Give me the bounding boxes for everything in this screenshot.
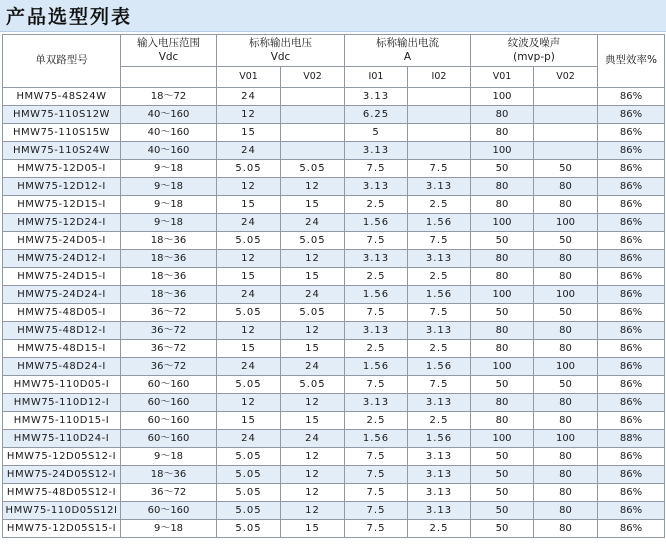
table-row bbox=[3, 484, 665, 502]
model-cell: HMW75-12D05S12-I bbox=[3, 448, 121, 466]
ripple-v01-cell: 80 bbox=[471, 268, 534, 286]
ripple-v01-cell: 50 bbox=[471, 502, 534, 520]
output-voltage-v02-cell: 12 bbox=[281, 250, 345, 268]
ripple-v02-cell: 80 bbox=[534, 340, 598, 358]
ripple-v01-cell: 80 bbox=[471, 412, 534, 430]
table-row bbox=[3, 394, 665, 412]
efficiency-cell: 86% bbox=[598, 268, 665, 286]
model-cell: HMW75-48D05-I bbox=[3, 304, 121, 322]
model-cell: HMW75-12D05S15-I bbox=[3, 520, 121, 538]
ripple-v02-cell: 50 bbox=[534, 376, 598, 394]
output-current-i02-cell: 2.5 bbox=[408, 268, 471, 286]
output-voltage-v01-cell: 5.05 bbox=[217, 502, 281, 520]
table-row bbox=[3, 322, 665, 340]
output-current-i01-cell: 3.13 bbox=[345, 322, 408, 340]
input-voltage-cell: 9～18 bbox=[121, 448, 217, 466]
output-current-i02-cell: 2.5 bbox=[408, 340, 471, 358]
model-cell: HMW75-110D05S12I bbox=[3, 502, 121, 520]
input-voltage-cell: 36～72 bbox=[121, 358, 217, 376]
output-voltage-v02-cell: 12 bbox=[281, 466, 345, 484]
input-voltage-cell: 18～36 bbox=[121, 232, 217, 250]
input-voltage-cell: 36～72 bbox=[121, 304, 217, 322]
output-voltage-v01-cell: 24 bbox=[217, 286, 281, 304]
input-voltage-cell: 36～72 bbox=[121, 340, 217, 358]
ripple-v02-cell: 80 bbox=[534, 448, 598, 466]
efficiency-cell: 86% bbox=[598, 304, 665, 322]
ripple-v01-cell: 80 bbox=[471, 178, 534, 196]
output-voltage-v02-cell: 5.05 bbox=[281, 232, 345, 250]
table-row bbox=[3, 412, 665, 430]
header-output-current-label: 标称输出电流 bbox=[376, 37, 439, 50]
efficiency-cell: 86% bbox=[598, 106, 665, 124]
output-voltage-v01-cell: 5.05 bbox=[217, 160, 281, 178]
ripple-v02-cell bbox=[534, 142, 598, 160]
ripple-v02-cell: 80 bbox=[534, 412, 598, 430]
table-row bbox=[3, 430, 665, 448]
header-model bbox=[3, 35, 121, 88]
ripple-v01-cell: 80 bbox=[471, 322, 534, 340]
table-row bbox=[3, 196, 665, 214]
header-input-voltage bbox=[121, 35, 217, 67]
ripple-v01-cell: 50 bbox=[471, 232, 534, 250]
ripple-v02-cell bbox=[534, 88, 598, 106]
ripple-v01-cell: 50 bbox=[471, 520, 534, 538]
input-voltage-cell: 9～18 bbox=[121, 178, 217, 196]
output-voltage-v02-cell: 12 bbox=[281, 178, 345, 196]
page-header bbox=[0, 0, 666, 32]
output-voltage-v01-cell: 5.05 bbox=[217, 304, 281, 322]
efficiency-cell: 86% bbox=[598, 160, 665, 178]
table-row bbox=[3, 448, 665, 466]
efficiency-cell: 88% bbox=[598, 430, 665, 448]
output-voltage-v02-cell: 24 bbox=[281, 214, 345, 232]
table-row bbox=[3, 178, 665, 196]
efficiency-cell: 86% bbox=[598, 484, 665, 502]
output-current-i02-cell: 2.5 bbox=[408, 196, 471, 214]
output-current-i02-cell: 1.56 bbox=[408, 430, 471, 448]
ripple-v02-cell: 80 bbox=[534, 178, 598, 196]
model-cell: HMW75-24D05S12-I bbox=[3, 466, 121, 484]
ripple-v02-cell: 50 bbox=[534, 232, 598, 250]
header-ripple-v01: V01 bbox=[471, 67, 534, 88]
table-row bbox=[3, 232, 665, 250]
efficiency-cell: 86% bbox=[598, 88, 665, 106]
output-voltage-v02-cell: 12 bbox=[281, 322, 345, 340]
input-voltage-cell: 18～36 bbox=[121, 250, 217, 268]
input-voltage-cell: 18～36 bbox=[121, 286, 217, 304]
output-voltage-v01-cell: 5.05 bbox=[217, 376, 281, 394]
ripple-v01-cell: 80 bbox=[471, 250, 534, 268]
efficiency-cell: 86% bbox=[598, 124, 665, 142]
header-ripple-v02: V02 bbox=[534, 67, 598, 88]
efficiency-cell: 86% bbox=[598, 250, 665, 268]
output-voltage-v02-cell: 5.05 bbox=[281, 304, 345, 322]
efficiency-cell: 86% bbox=[598, 142, 665, 160]
input-voltage-cell: 60～160 bbox=[121, 412, 217, 430]
table-row bbox=[3, 106, 665, 124]
output-voltage-v01-cell: 12 bbox=[217, 322, 281, 340]
output-current-i01-cell: 7.5 bbox=[345, 304, 408, 322]
output-voltage-v02-cell: 24 bbox=[281, 358, 345, 376]
ripple-v02-cell: 80 bbox=[534, 322, 598, 340]
ripple-v01-cell: 100 bbox=[471, 142, 534, 160]
output-voltage-v01-cell: 5.05 bbox=[217, 484, 281, 502]
ripple-v02-cell: 100 bbox=[534, 286, 598, 304]
output-voltage-v01-cell: 15 bbox=[217, 268, 281, 286]
output-current-i01-cell: 7.5 bbox=[345, 466, 408, 484]
model-cell: HMW75-48D12-I bbox=[3, 322, 121, 340]
ripple-v01-cell: 80 bbox=[471, 124, 534, 142]
model-cell: HMW75-110S24W bbox=[3, 142, 121, 160]
table-row bbox=[3, 268, 665, 286]
output-voltage-v01-cell: 15 bbox=[217, 412, 281, 430]
output-current-i01-cell: 3.13 bbox=[345, 178, 408, 196]
output-voltage-v02-cell: 15 bbox=[281, 268, 345, 286]
table-row bbox=[3, 124, 665, 142]
ripple-v01-cell: 100 bbox=[471, 358, 534, 376]
input-voltage-cell: 9～18 bbox=[121, 214, 217, 232]
model-cell: HMW75-24D15-I bbox=[3, 268, 121, 286]
output-current-i02-cell: 3.13 bbox=[408, 250, 471, 268]
table-row bbox=[3, 520, 665, 538]
table-row bbox=[3, 214, 665, 232]
table-row bbox=[3, 88, 665, 106]
model-cell: HMW75-12D12-I bbox=[3, 178, 121, 196]
output-voltage-v02-cell: 24 bbox=[281, 430, 345, 448]
output-current-i01-cell: 7.5 bbox=[345, 160, 408, 178]
model-cell: HMW75-48D05S12-I bbox=[3, 484, 121, 502]
ripple-v01-cell: 80 bbox=[471, 196, 534, 214]
ripple-v02-cell: 80 bbox=[534, 520, 598, 538]
ripple-v02-cell: 80 bbox=[534, 484, 598, 502]
output-voltage-v02-cell: 15 bbox=[281, 196, 345, 214]
output-current-i01-cell: 2.5 bbox=[345, 412, 408, 430]
ripple-v01-cell: 100 bbox=[471, 214, 534, 232]
output-current-i01-cell: 1.56 bbox=[345, 430, 408, 448]
ripple-v01-cell: 80 bbox=[471, 394, 534, 412]
efficiency-cell: 86% bbox=[598, 412, 665, 430]
output-current-i01-cell: 3.13 bbox=[345, 250, 408, 268]
input-voltage-cell: 36～72 bbox=[121, 484, 217, 502]
output-current-i01-cell: 6.25 bbox=[345, 106, 408, 124]
ripple-v01-cell: 100 bbox=[471, 430, 534, 448]
model-cell: HMW75-110D15-I bbox=[3, 412, 121, 430]
header-i01: I01 bbox=[345, 67, 408, 88]
model-cell: HMW75-110D24-I bbox=[3, 430, 121, 448]
output-voltage-v02-cell: 12 bbox=[281, 502, 345, 520]
output-voltage-v01-cell: 24 bbox=[217, 88, 281, 106]
header-input-voltage-label: 输入电压范围 bbox=[137, 37, 200, 50]
efficiency-cell: 86% bbox=[598, 286, 665, 304]
output-current-i02-cell: 3.13 bbox=[408, 466, 471, 484]
ripple-v01-cell: 100 bbox=[471, 88, 534, 106]
header-output-current bbox=[345, 35, 471, 67]
ripple-v01-cell: 50 bbox=[471, 484, 534, 502]
output-current-i01-cell: 1.56 bbox=[345, 214, 408, 232]
output-current-i02-cell: 3.13 bbox=[408, 502, 471, 520]
ripple-v01-cell: 100 bbox=[471, 286, 534, 304]
ripple-v02-cell: 80 bbox=[534, 196, 598, 214]
model-cell: HMW75-12D24-I bbox=[3, 214, 121, 232]
efficiency-cell: 86% bbox=[598, 214, 665, 232]
header-input-voltage-blank bbox=[121, 67, 217, 88]
ripple-v01-cell: 80 bbox=[471, 340, 534, 358]
input-voltage-cell: 60～160 bbox=[121, 430, 217, 448]
efficiency-cell: 86% bbox=[598, 376, 665, 394]
ripple-v02-cell: 80 bbox=[534, 268, 598, 286]
header-ripple-noise-unit: (mvp-p) bbox=[513, 50, 555, 63]
output-current-i02-cell: 3.13 bbox=[408, 322, 471, 340]
output-current-i02-cell bbox=[408, 142, 471, 160]
output-voltage-v02-cell: 24 bbox=[281, 286, 345, 304]
header-efficiency bbox=[598, 35, 665, 88]
output-voltage-v02-cell bbox=[281, 106, 345, 124]
header-input-voltage-unit: Vdc bbox=[158, 50, 179, 63]
header-v01: V01 bbox=[217, 67, 281, 88]
output-voltage-v01-cell: 5.05 bbox=[217, 466, 281, 484]
output-current-i01-cell: 5 bbox=[345, 124, 408, 142]
page-title: 产品选型列表 bbox=[6, 6, 133, 28]
efficiency-cell: 86% bbox=[598, 196, 665, 214]
ripple-v01-cell: 80 bbox=[471, 106, 534, 124]
input-voltage-cell: 60～160 bbox=[121, 502, 217, 520]
output-voltage-v01-cell: 5.05 bbox=[217, 520, 281, 538]
output-voltage-v02-cell: 12 bbox=[281, 448, 345, 466]
efficiency-cell: 86% bbox=[598, 520, 665, 538]
output-current-i01-cell: 7.5 bbox=[345, 484, 408, 502]
efficiency-cell: 86% bbox=[598, 502, 665, 520]
ripple-v02-cell: 80 bbox=[534, 466, 598, 484]
product-selection-table bbox=[2, 34, 665, 538]
output-voltage-v01-cell: 5.05 bbox=[217, 232, 281, 250]
input-voltage-cell: 18～36 bbox=[121, 466, 217, 484]
ripple-v02-cell bbox=[534, 106, 598, 124]
output-current-i01-cell: 7.5 bbox=[345, 232, 408, 250]
header-output-current-unit: A bbox=[403, 50, 412, 63]
output-current-i02-cell bbox=[408, 106, 471, 124]
input-voltage-cell: 9～18 bbox=[121, 520, 217, 538]
efficiency-cell: 86% bbox=[598, 394, 665, 412]
output-current-i02-cell: 3.13 bbox=[408, 448, 471, 466]
efficiency-cell: 86% bbox=[598, 358, 665, 376]
ripple-v02-cell: 50 bbox=[534, 304, 598, 322]
table-body bbox=[3, 88, 665, 538]
ripple-v01-cell: 50 bbox=[471, 466, 534, 484]
input-voltage-cell: 60～160 bbox=[121, 376, 217, 394]
header-i02: I02 bbox=[408, 67, 471, 88]
model-cell: HMW75-110S12W bbox=[3, 106, 121, 124]
output-voltage-v02-cell bbox=[281, 88, 345, 106]
output-current-i02-cell: 3.13 bbox=[408, 394, 471, 412]
ripple-v01-cell: 50 bbox=[471, 304, 534, 322]
table-row bbox=[3, 502, 665, 520]
output-current-i02-cell: 3.13 bbox=[408, 484, 471, 502]
output-voltage-v01-cell: 12 bbox=[217, 250, 281, 268]
efficiency-cell: 86% bbox=[598, 322, 665, 340]
model-cell: HMW75-48S24W bbox=[3, 88, 121, 106]
header-output-voltage-unit: Vdc bbox=[270, 50, 291, 63]
output-current-i01-cell: 7.5 bbox=[345, 502, 408, 520]
model-cell: HMW75-12D05-I bbox=[3, 160, 121, 178]
table-row bbox=[3, 340, 665, 358]
header-model-label: 单双路型号 bbox=[35, 54, 88, 67]
table-header bbox=[3, 35, 665, 88]
table-row bbox=[3, 304, 665, 322]
output-voltage-v02-cell bbox=[281, 124, 345, 142]
output-current-i02-cell bbox=[408, 124, 471, 142]
input-voltage-cell: 40～160 bbox=[121, 124, 217, 142]
ripple-v02-cell: 80 bbox=[534, 394, 598, 412]
header-output-voltage-label: 标称输出电压 bbox=[249, 37, 312, 50]
output-current-i02-cell: 1.56 bbox=[408, 214, 471, 232]
header-efficiency-label: 典型效率% bbox=[605, 54, 657, 67]
output-current-i02-cell bbox=[408, 88, 471, 106]
output-voltage-v01-cell: 24 bbox=[217, 214, 281, 232]
output-current-i02-cell: 2.5 bbox=[408, 412, 471, 430]
efficiency-cell: 86% bbox=[598, 232, 665, 250]
output-voltage-v01-cell: 24 bbox=[217, 430, 281, 448]
model-cell: HMW75-24D05-I bbox=[3, 232, 121, 250]
model-cell: HMW75-48D24-I bbox=[3, 358, 121, 376]
ripple-v01-cell: 50 bbox=[471, 160, 534, 178]
output-voltage-v01-cell: 15 bbox=[217, 340, 281, 358]
output-voltage-v02-cell: 15 bbox=[281, 412, 345, 430]
output-voltage-v02-cell: 5.05 bbox=[281, 160, 345, 178]
efficiency-cell: 86% bbox=[598, 340, 665, 358]
table-row bbox=[3, 142, 665, 160]
output-current-i02-cell: 7.5 bbox=[408, 376, 471, 394]
output-current-i02-cell: 3.13 bbox=[408, 178, 471, 196]
model-cell: HMW75-48D15-I bbox=[3, 340, 121, 358]
output-current-i01-cell: 2.5 bbox=[345, 340, 408, 358]
ripple-v02-cell bbox=[534, 124, 598, 142]
table-row bbox=[3, 466, 665, 484]
model-cell: HMW75-110S15W bbox=[3, 124, 121, 142]
output-voltage-v01-cell: 15 bbox=[217, 196, 281, 214]
output-current-i01-cell: 3.13 bbox=[345, 88, 408, 106]
ripple-v02-cell: 80 bbox=[534, 502, 598, 520]
table-row bbox=[3, 286, 665, 304]
output-current-i01-cell: 7.5 bbox=[345, 520, 408, 538]
efficiency-cell: 86% bbox=[598, 466, 665, 484]
output-voltage-v01-cell: 24 bbox=[217, 142, 281, 160]
output-voltage-v02-cell: 5.05 bbox=[281, 376, 345, 394]
output-current-i01-cell: 1.56 bbox=[345, 286, 408, 304]
output-voltage-v02-cell bbox=[281, 142, 345, 160]
table-row bbox=[3, 376, 665, 394]
output-current-i01-cell: 1.56 bbox=[345, 358, 408, 376]
output-voltage-v01-cell: 5.05 bbox=[217, 448, 281, 466]
input-voltage-cell: 18～36 bbox=[121, 268, 217, 286]
output-current-i02-cell: 7.5 bbox=[408, 304, 471, 322]
output-current-i01-cell: 7.5 bbox=[345, 448, 408, 466]
model-cell: HMW75-110D12-I bbox=[3, 394, 121, 412]
output-voltage-v01-cell: 24 bbox=[217, 358, 281, 376]
model-cell: HMW75-24D12-I bbox=[3, 250, 121, 268]
output-current-i01-cell: 3.13 bbox=[345, 394, 408, 412]
header-ripple-noise-label: 纹波及噪声 bbox=[507, 37, 561, 50]
ripple-v01-cell: 50 bbox=[471, 448, 534, 466]
ripple-v02-cell: 80 bbox=[534, 250, 598, 268]
ripple-v02-cell: 100 bbox=[534, 214, 598, 232]
output-current-i02-cell: 7.5 bbox=[408, 160, 471, 178]
header-ripple-noise bbox=[471, 35, 598, 67]
output-current-i02-cell: 1.56 bbox=[408, 286, 471, 304]
output-current-i02-cell: 1.56 bbox=[408, 358, 471, 376]
table-row bbox=[3, 358, 665, 376]
model-cell: HMW75-24D24-I bbox=[3, 286, 121, 304]
output-voltage-v01-cell: 12 bbox=[217, 394, 281, 412]
model-cell: HMW75-12D15-I bbox=[3, 196, 121, 214]
input-voltage-cell: 40～160 bbox=[121, 106, 217, 124]
table-row bbox=[3, 250, 665, 268]
input-voltage-cell: 36～72 bbox=[121, 322, 217, 340]
output-voltage-v01-cell: 15 bbox=[217, 124, 281, 142]
output-current-i01-cell: 3.13 bbox=[345, 142, 408, 160]
output-voltage-v02-cell: 15 bbox=[281, 520, 345, 538]
ripple-v01-cell: 50 bbox=[471, 376, 534, 394]
input-voltage-cell: 9～18 bbox=[121, 160, 217, 178]
header-output-voltage bbox=[217, 35, 345, 67]
ripple-v02-cell: 50 bbox=[534, 160, 598, 178]
output-current-i02-cell: 7.5 bbox=[408, 232, 471, 250]
table-row bbox=[3, 160, 665, 178]
input-voltage-cell: 9～18 bbox=[121, 196, 217, 214]
output-current-i01-cell: 2.5 bbox=[345, 268, 408, 286]
output-current-i02-cell: 2.5 bbox=[408, 520, 471, 538]
efficiency-cell: 86% bbox=[598, 448, 665, 466]
model-cell: HMW75-110D05-I bbox=[3, 376, 121, 394]
output-voltage-v02-cell: 12 bbox=[281, 484, 345, 502]
ripple-v02-cell: 100 bbox=[534, 430, 598, 448]
output-voltage-v02-cell: 12 bbox=[281, 394, 345, 412]
output-voltage-v01-cell: 12 bbox=[217, 178, 281, 196]
input-voltage-cell: 60～160 bbox=[121, 394, 217, 412]
input-voltage-cell: 18～72 bbox=[121, 88, 217, 106]
output-voltage-v01-cell: 12 bbox=[217, 106, 281, 124]
ripple-v02-cell: 100 bbox=[534, 358, 598, 376]
output-current-i01-cell: 7.5 bbox=[345, 376, 408, 394]
header-v02: V02 bbox=[281, 67, 345, 88]
output-voltage-v02-cell: 15 bbox=[281, 340, 345, 358]
input-voltage-cell: 40～160 bbox=[121, 142, 217, 160]
efficiency-cell: 86% bbox=[598, 178, 665, 196]
output-current-i01-cell: 2.5 bbox=[345, 196, 408, 214]
